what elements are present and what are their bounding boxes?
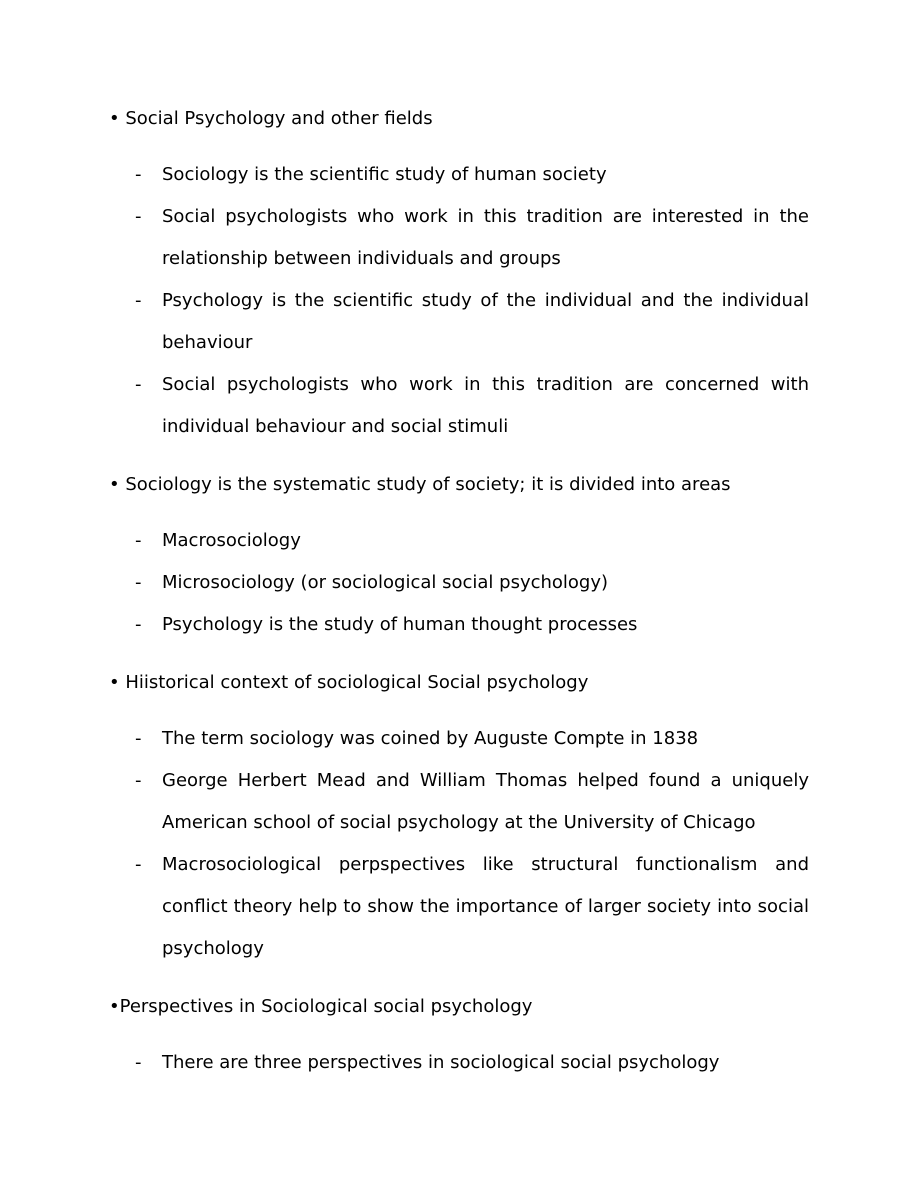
dash-marker: - [135, 614, 142, 635]
list-item-text: Psychology is the scientific study of the individual and the individual behaviour [162, 290, 809, 353]
list-item [135, 196, 809, 280]
list-item [135, 154, 809, 196]
list-item [135, 1042, 809, 1084]
list-item-text: Microsociology (or sociological social psychology) [162, 572, 609, 593]
list-item-text: Sociology is the scientific study of human society [162, 164, 607, 185]
dash-marker: - [135, 374, 142, 395]
list-item [135, 364, 809, 448]
list-item-text: Macrosociology [162, 530, 301, 551]
dash-marker: - [135, 164, 142, 185]
section-heading: • Hiistorical context of sociological Social psychology [109, 672, 589, 693]
list-item [135, 520, 809, 562]
list-item-text: Social psychologists who work in this tradition are interested in the relationship between individuals and groups [162, 206, 809, 269]
dash-marker: - [135, 530, 142, 551]
list-item [135, 280, 809, 364]
dash-marker: - [135, 206, 142, 227]
list-item-text: George Herbert Mead and William Thomas helped found a uniquely American school of social psychology at the University of Chicago [162, 770, 809, 833]
list-item-text: The term sociology was coined by Auguste Compte in 1838 [162, 728, 699, 749]
list-item-text: There are three perspectives in sociological social psychology [162, 1052, 720, 1073]
list-item-text: Psychology is the study of human thought processes [162, 614, 638, 635]
dash-marker: - [135, 290, 142, 311]
list-item [135, 844, 809, 970]
list-item-text: Social psychologists who work in this tradition are concerned with individual behaviour and social stimuli [162, 374, 809, 437]
dash-marker: - [135, 770, 142, 791]
section-heading: •Perspectives in Sociological social psychology [109, 996, 533, 1017]
list-item [135, 718, 809, 760]
section-heading: • Social Psychology and other fields [109, 108, 433, 129]
dash-marker: - [135, 854, 142, 875]
section-heading: • Sociology is the systematic study of society; it is divided into areas [109, 474, 731, 495]
list-item-text: Macrosociological perpspectives like structural functionalism and conflict theory help to show the importance of larger society into social psychology [162, 854, 809, 959]
dash-marker: - [135, 1052, 142, 1073]
list-item [135, 562, 809, 604]
list-item [135, 760, 809, 844]
dash-marker: - [135, 728, 142, 749]
dash-marker: - [135, 572, 142, 593]
list-item [135, 604, 809, 646]
